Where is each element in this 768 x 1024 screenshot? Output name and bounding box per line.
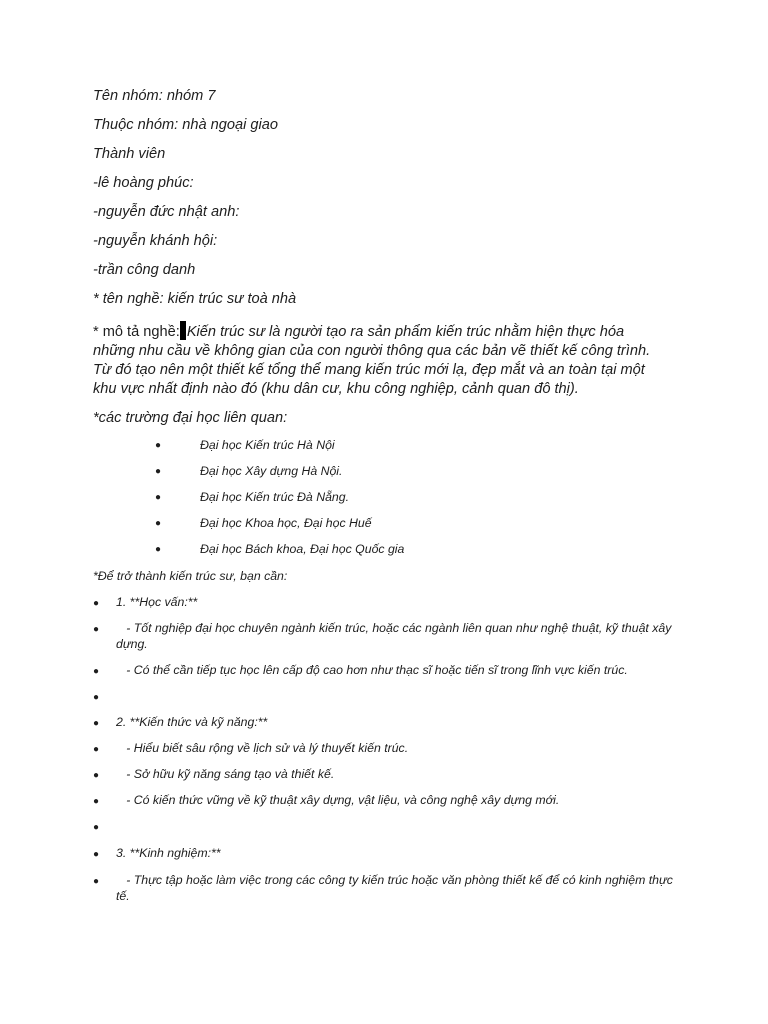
member-line: -nguyễn đức nhật anh:: [93, 204, 240, 220]
group-name-line: Tên nhóm: nhóm 7: [93, 88, 216, 104]
bullet-dot: ●: [93, 876, 100, 887]
bullet-dot: ●: [93, 692, 100, 703]
university-item: Đại học Bách khoa, Đại học Quốc gia: [200, 542, 405, 556]
job-description: [93, 321, 668, 399]
bullet-dot: ●: [93, 796, 100, 807]
requirement-item: 2. **Kiến thức và kỹ năng:**: [116, 715, 268, 729]
requirement-item: - Thực tập hoặc làm việc trong các công ty kiến trúc hoặc văn phòng thiết kế để có kinh nghiệm thực tế.: [116, 873, 677, 903]
bullet-dot: ●: [93, 624, 100, 635]
bullet-dot: ●: [155, 518, 162, 529]
bullet-dot: ●: [93, 666, 100, 677]
requirement-item: - Sở hữu kỹ năng sáng tạo và thiết kế.: [116, 767, 335, 781]
text-cursor: [180, 321, 186, 340]
requirement-item: - Tốt nghiệp đại học chuyên ngành kiến trúc, hoặc các ngành liên quan như nghệ thuật, kỹ thuật xây dựng.: [116, 621, 675, 651]
university-item: Đại học Kiến trúc Hà Nội: [200, 438, 335, 452]
member-line: -lê hoàng phúc:: [93, 175, 194, 191]
bullet-dot: ●: [155, 544, 162, 555]
description-text: Kiến trúc sư là người tạo ra sản phẩm kiến trúc nhằm hiện thực hóa những nhu cầu về không gian của con người thông qua các bản vẽ thiết kế công trình. Từ đó tạo nên một thiết kế tổng thể mang kiến trúc mới lạ, đẹp mắt và an toàn tại một khu vực nhất định nào đó (khu dân cư, khu công nghiệp, cảnh quan đô thị).: [93, 324, 651, 397]
members-heading: Thành viên: [93, 146, 166, 162]
bullet-dot: ●: [93, 744, 100, 755]
bullet-dot: ●: [93, 770, 100, 781]
bullet-dot: ●: [93, 822, 100, 833]
member-line: -trần công danh: [93, 262, 196, 278]
bullet-dot: ●: [155, 466, 162, 477]
bullet-dot: ●: [93, 598, 100, 609]
requirement-item: - Có kiến thức vững về kỹ thuật xây dựng, vật liệu, và công nghệ xây dựng mới.: [116, 793, 560, 807]
group-type-line: Thuộc nhóm: nhà ngoại giao: [93, 117, 278, 133]
requirement-item: 3. **Kinh nghiệm:**: [116, 846, 221, 860]
requirement-item: - Có thể cần tiếp tục học lên cấp độ cao hơn như thạc sĩ hoặc tiến sĩ trong lĩnh vực kiến trúc.: [116, 663, 628, 677]
universities-heading: *các trường đại học liên quan:: [93, 410, 288, 426]
university-item: Đại học Xây dựng Hà Nội.: [200, 464, 343, 478]
requirement-item: 1. **Học vấn:**: [116, 595, 198, 609]
job-title-line: * tên nghề: kiến trúc sư toà nhà: [93, 291, 297, 307]
requirements-heading: *Để trở thành kiến trúc sư, bạn cần:: [93, 569, 288, 583]
bullet-dot: ●: [155, 440, 162, 451]
description-label: * mô tả nghề:: [93, 324, 180, 340]
bullet-dot: ●: [155, 492, 162, 503]
university-item: Đại học Kiến trúc Đà Nẵng.: [200, 490, 350, 504]
bullet-dot: ●: [93, 849, 100, 860]
requirement-item: - Hiểu biết sâu rộng về lịch sử và lý thuyết kiến trúc.: [116, 741, 409, 755]
bullet-dot: ●: [93, 718, 100, 729]
member-line: -nguyễn khánh hội:: [93, 233, 218, 249]
university-item: Đại học Khoa học, Đại học Huế: [200, 516, 372, 530]
